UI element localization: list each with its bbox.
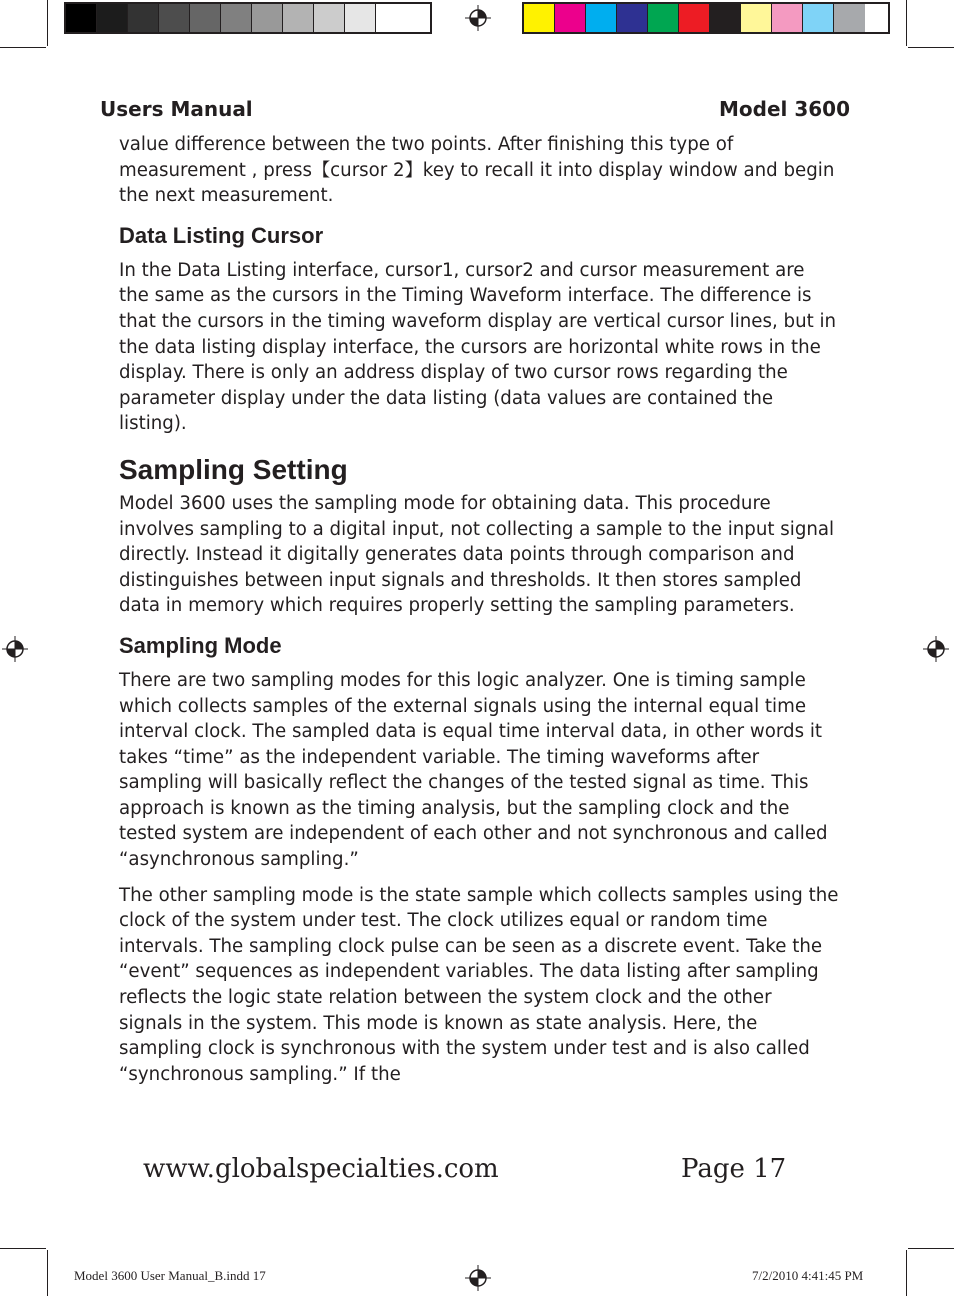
color-swatch bbox=[159, 4, 190, 32]
crop-mark bbox=[908, 1248, 954, 1249]
color-swatch bbox=[586, 4, 617, 32]
slug-timestamp: 7/2/2010 4:41:45 PM bbox=[752, 1268, 864, 1283]
sampling-mode-paragraph: There are two sampling modes for this logic analyzer. One is timing sample which collects samples of the external signals using the internal equal time interval clock. The sampled data is equal time interval data, in other words it takes “time” as the independent variable. The timing waveforms after sampling will basically reflect the changes of the tested signal as time. This approach is known as the timing analysis, but the sampling clock and the tested system are independent of each other and not synchronous and called “asynchronous sampling.” bbox=[119, 669, 828, 871]
color-swatch bbox=[221, 4, 252, 32]
page-number: Page 17 bbox=[681, 1154, 787, 1184]
color-swatch bbox=[555, 4, 586, 32]
color-swatch bbox=[648, 4, 679, 32]
registration-mark-icon bbox=[923, 636, 949, 662]
color-swatch bbox=[345, 4, 376, 32]
crop-mark bbox=[906, 1250, 907, 1296]
sampling-setting-paragraph: Model 3600 uses the sampling mode for obtaining data. This procedure involves sampling to a digital input, not collecting a sample to the input signal directly. Instead it digitally generates data points through comparison and distinguishes between input signals and thresholds. It then stores sampled data in memory which requires properly setting the sampling parameters. bbox=[119, 492, 835, 617]
footer-website: www.globalspecialties.com bbox=[143, 1154, 499, 1184]
grayscale-color-bar bbox=[64, 2, 432, 34]
color-swatch bbox=[524, 4, 555, 32]
section-heading-data-listing-cursor: Data Listing Cursor bbox=[119, 222, 324, 248]
section-heading-sampling-mode: Sampling Mode bbox=[119, 632, 282, 658]
running-header bbox=[100, 97, 850, 121]
crop-mark bbox=[47, 0, 48, 46]
color-swatch bbox=[679, 4, 710, 32]
color-swatch bbox=[66, 4, 97, 32]
model-title: Model 3600 bbox=[718, 97, 850, 121]
registration-mark-icon bbox=[465, 1265, 491, 1291]
color-swatch bbox=[834, 4, 865, 32]
color-swatch bbox=[283, 4, 314, 32]
crop-mark bbox=[908, 47, 954, 48]
color-swatch bbox=[741, 4, 772, 32]
section-heading-sampling-setting: Sampling Setting bbox=[119, 453, 348, 485]
crop-mark bbox=[47, 1250, 48, 1296]
process-color-bar bbox=[522, 2, 890, 34]
color-swatch bbox=[710, 4, 741, 32]
color-swatch bbox=[772, 4, 803, 32]
crop-mark bbox=[0, 1248, 46, 1249]
data-listing-paragraph: In the Data Listing interface, cursor1, cursor2 and cursor measurement are the same as the cursors in the Timing Waveform interface. The difference is that the cursors in the timing waveform display are vertical cursor lines, but in the data listing display interface, the cursors are horizontal white rows in the display. There is only an address display of two cursor rows regarding the parameter display under the data listing (data values are contained the listing). bbox=[119, 259, 837, 435]
color-swatch bbox=[376, 4, 407, 32]
slug-filename: Model 3600 User Manual_B.indd 17 bbox=[74, 1268, 266, 1283]
page-body bbox=[119, 132, 839, 1097]
color-swatch bbox=[803, 4, 834, 32]
registration-mark-icon bbox=[2, 636, 28, 662]
color-swatch bbox=[97, 4, 128, 32]
color-swatch bbox=[252, 4, 283, 32]
crop-mark bbox=[906, 0, 907, 46]
color-swatch bbox=[617, 4, 648, 32]
color-swatch bbox=[190, 4, 221, 32]
registration-mark-icon bbox=[465, 5, 491, 31]
intro-paragraph: value difference between the two points. After finishing this type of measurement , press【cursor 2】key to recall it into display window and begin the next measurement. bbox=[119, 134, 835, 207]
color-swatch bbox=[128, 4, 159, 32]
manual-title: Users Manual bbox=[100, 97, 253, 121]
crop-mark bbox=[0, 47, 46, 48]
color-swatch bbox=[314, 4, 345, 32]
sampling-mode-paragraph: The other sampling mode is the state sample which collects samples using the clock of the system under test. The clock utilizes equal or random time intervals. The sampling clock pulse can be seen as a discrete event. Take the “event” sequences as independent variables. The data listing after sampling reflects the logic state relation between the system clock and the other signals in the system. This mode is known as state analysis. Here, the sampling clock is synchronous with the system under test and is also called “synchronous sampling.” If the bbox=[119, 884, 839, 1085]
